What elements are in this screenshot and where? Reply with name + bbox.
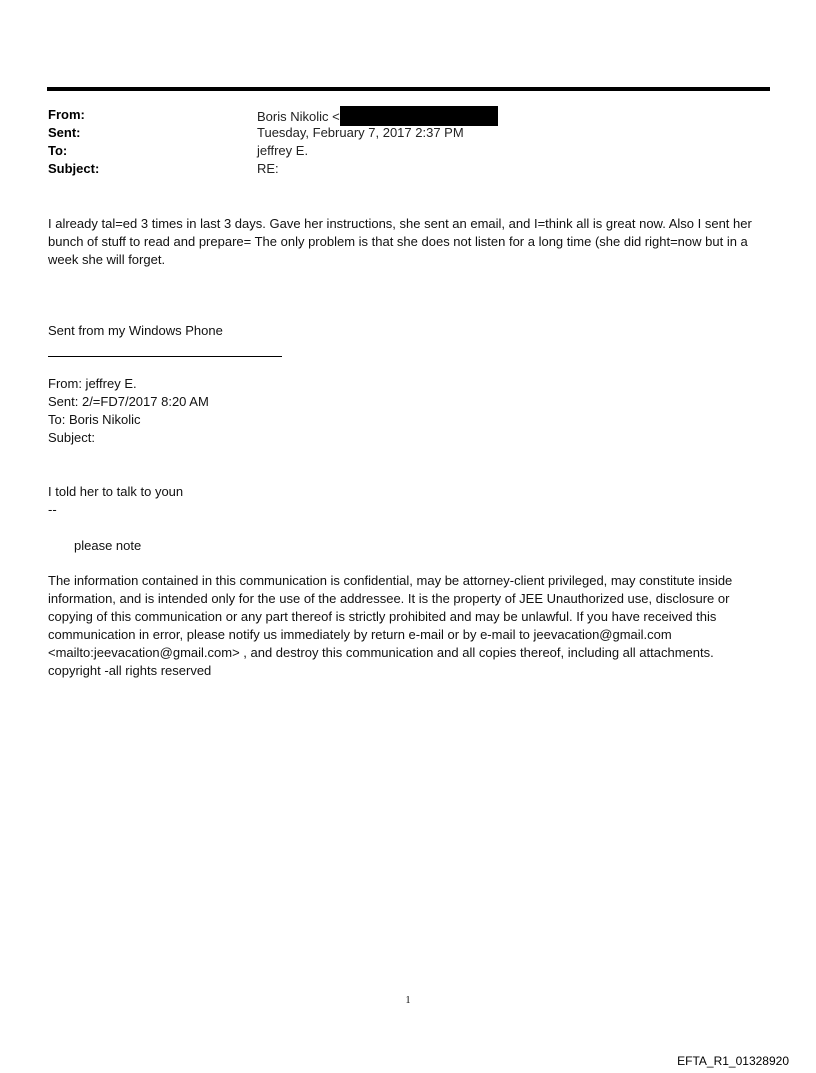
- page-number: 1: [405, 995, 411, 1006]
- to-label: To:: [48, 143, 68, 158]
- header-rule: [47, 87, 770, 91]
- document-id: EFTA_R1_01328920: [677, 1054, 789, 1068]
- to-value: jeffrey E.: [257, 143, 309, 158]
- sent-label: Sent:: [48, 125, 81, 140]
- quoted-from: From: jeffrey E.: [48, 376, 137, 391]
- quoted-sent: Sent: 2/=FD7/2017 8:20 AM: [48, 394, 209, 409]
- please-note-text: please note: [74, 538, 142, 553]
- subject-value: RE:: [257, 161, 279, 176]
- please-note: [74, 537, 790, 555]
- signature-text: Sent from my Windows Phone: [48, 323, 223, 338]
- disclaimer-text: The information contained in this communication is confidential, may be attorney-client privileged, may constitute inside information, and is intended only for the use of the addressee. It is the property of JEE Unauthorized use, disclosure or copying of this communication or any part thereof is strictly prohibited and may be unlawful. If you have received this communication in error, please notify us immediately by return e-mail or by e-mail to jeevacation@gmail.com <mailto:jeevacation@gmail.com> , and destroy this communication and all copies thereof, including all attachments. copyright -all rights reserved: [48, 573, 733, 678]
- from-row: [48, 106, 748, 124]
- body-paragraph: I already tal=ed 3 times in last 3 days. Gave her instructions, she sent an email, and I=think all is great now. Also I sent her bunch of stuff to read and prepare= The only problem is that she does not listen for a long time (she did right=now but in a week she will forget.: [48, 216, 752, 267]
- disclaimer: [48, 572, 764, 680]
- quoted-to: To: Boris Nikolic: [48, 412, 141, 427]
- to-row: [48, 142, 748, 160]
- sent-row: [48, 124, 748, 142]
- from-value: [257, 106, 498, 126]
- quoted-dashes: --: [48, 502, 57, 517]
- quoted-subject: Subject:: [48, 430, 95, 445]
- subject-label: Subject:: [48, 161, 100, 176]
- quoted-header: [48, 375, 764, 447]
- message-body: [48, 215, 764, 269]
- quoted-message-text: I told her to talk to youn: [48, 484, 184, 499]
- subject-row: [48, 160, 748, 178]
- signature: [48, 322, 764, 340]
- from-sender: Boris Nikolic <: [257, 109, 340, 124]
- from-label: From:: [48, 107, 85, 122]
- sent-value: Tuesday, February 7, 2017 2:37 PM: [257, 125, 464, 140]
- redaction-block: [340, 106, 498, 126]
- quote-separator: [48, 356, 282, 357]
- quoted-message: [48, 483, 764, 519]
